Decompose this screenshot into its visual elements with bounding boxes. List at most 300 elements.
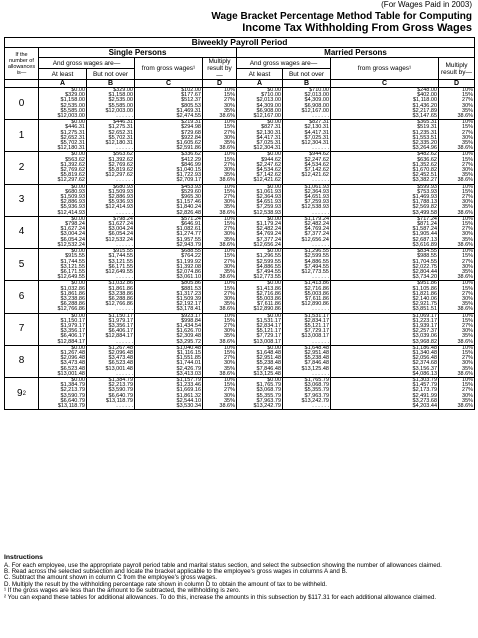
single-bracket-cell: $1,150.17 bbox=[108, 312, 133, 319]
single-bracket-cell: 35% bbox=[223, 172, 235, 179]
single-bracket-cell: $0.00 bbox=[71, 215, 85, 222]
single-bracket-cell: $6,288.86 bbox=[108, 295, 133, 302]
married-bracket-cell: . . . . . . bbox=[312, 402, 329, 409]
allowance-row bbox=[5, 249, 475, 281]
single-bracket-cell: $6,054.24 bbox=[108, 231, 133, 238]
married-column-B bbox=[283, 184, 331, 216]
married-bracket-cell: $13,125.48 bbox=[301, 365, 329, 372]
single-bracket-cell: $3,061.10 bbox=[176, 274, 201, 281]
married-bracket-cell: 30% bbox=[462, 167, 474, 174]
instruction-a: A. For each employee, use the appropriate payroll period table and marital status section, and select the subsection showing the number of allowances claimed. bbox=[4, 561, 442, 569]
married-bracket-cell: $0.00 bbox=[267, 151, 281, 158]
single-bracket-cell: $1,267.48 bbox=[108, 344, 133, 351]
single-bracket-cell: 27% bbox=[223, 387, 235, 394]
single-bracket-cell: $1,469.31 bbox=[176, 107, 201, 114]
married-bracket-cell: $7,025.31 bbox=[256, 140, 281, 147]
column-letter: B bbox=[87, 80, 135, 88]
single-column-B bbox=[87, 281, 135, 313]
column-letter: D bbox=[203, 80, 237, 88]
married-bracket-cell: $2,716.86 bbox=[304, 285, 329, 292]
single-column-A bbox=[39, 377, 87, 409]
instructions-section bbox=[4, 554, 474, 601]
married-bracket-cell: 10% bbox=[462, 248, 474, 255]
married-bracket-cell: $12,421.62 bbox=[301, 172, 329, 179]
single-bracket-cell: $12,003.00 bbox=[57, 113, 85, 120]
married-bracket-cell: $2,130.31 bbox=[256, 129, 281, 136]
single-bracket-cell: $3,413.03 bbox=[176, 370, 201, 377]
allowance-count bbox=[5, 184, 39, 216]
married-bracket-cell: $1,061.93 bbox=[256, 188, 281, 195]
married-bracket-cell: $2,482.24 bbox=[256, 226, 281, 233]
married-bracket-cell: $0.00 bbox=[267, 280, 281, 287]
married-bracket-cell: . . . . . . bbox=[312, 113, 329, 120]
married-bracket-cell: . . . . . . bbox=[312, 145, 329, 152]
married-column-A bbox=[237, 313, 283, 345]
married-bracket-cell: $1,587.24 bbox=[412, 226, 437, 233]
married-bracket-cell: $12,890.86 bbox=[301, 301, 329, 308]
single-bracket-cell: $13,001.48 bbox=[57, 370, 85, 377]
single-bracket-cell: $12,884.17 bbox=[57, 338, 85, 345]
married-bracket-cell: $1,704.55 bbox=[412, 258, 437, 265]
single-bracket-cell: $1,626.70 bbox=[176, 328, 201, 335]
single-bracket-cell: $2,213.79 bbox=[108, 382, 133, 389]
married-bracket-cell: $5,003.86 bbox=[304, 290, 329, 297]
married-bracket-cell: $1,352.62 bbox=[412, 161, 437, 168]
single-bracket-cell: 35% bbox=[223, 236, 235, 243]
married-bracket-cell: $2,599.55 bbox=[256, 258, 281, 265]
married-bracket-cell: $0.00 bbox=[267, 312, 281, 319]
single-bracket-cell: $2,474.55 bbox=[176, 113, 201, 120]
married-bracket-cell: $2,951.48 bbox=[256, 355, 281, 362]
married-bracket-cell: 15% bbox=[462, 221, 474, 228]
single-bracket-cell: 10% bbox=[223, 344, 235, 351]
single-bracket-cell: $6,171.55 bbox=[60, 268, 85, 275]
married-column-A bbox=[237, 281, 283, 313]
single-bracket-cell: 27% bbox=[223, 129, 235, 136]
married-column-D bbox=[439, 184, 475, 216]
married-bracket-cell: $2,257.37 bbox=[412, 328, 437, 335]
single-bracket-cell: 27% bbox=[223, 355, 235, 362]
married-bracket-cell: $1,296.55 bbox=[256, 253, 281, 260]
married-bracket-cell: $7,611.86 bbox=[256, 301, 281, 308]
married-bracket-cell: $3,147.65 bbox=[412, 113, 437, 120]
married-column-B bbox=[283, 281, 331, 313]
married-bracket-cell: $4,203.44 bbox=[412, 402, 437, 409]
married-bracket-cell: $7,963.79 bbox=[304, 392, 329, 399]
allowance-number: 0 bbox=[18, 97, 25, 109]
single-bracket-cell: $1,861.86 bbox=[60, 290, 85, 297]
single-bracket-cell: $1,434.54 bbox=[176, 322, 201, 329]
married-bracket-cell: 10% bbox=[462, 87, 474, 93]
single-bracket-cell: $336.62 bbox=[181, 151, 201, 158]
married-bracket-cell: $1,413.86 bbox=[304, 280, 329, 287]
single-bracket-cell: $1,116.15 bbox=[176, 349, 201, 356]
single-bracket-cell: $680.93 bbox=[65, 188, 85, 195]
married-bracket-cell: $7,494.55 bbox=[256, 268, 281, 275]
married-column-A bbox=[237, 249, 283, 281]
single-bracket-cell: $2,426.79 bbox=[176, 365, 201, 372]
married-bracket-cell: 38.6% bbox=[457, 145, 474, 152]
married-bracket-cell: $1,340.48 bbox=[412, 349, 437, 356]
married-bracket-cell: 15% bbox=[462, 253, 474, 260]
married-column-A bbox=[237, 216, 283, 248]
single-bracket-cell: $571.24 bbox=[181, 215, 201, 222]
married-bracket-cell: $710.00 bbox=[309, 87, 329, 93]
married-bracket-cell: 15% bbox=[462, 188, 474, 195]
married-column-B bbox=[283, 216, 331, 248]
married-bracket-cell: $5,355.79 bbox=[304, 387, 329, 394]
single-bracket-cell: 10% bbox=[223, 280, 235, 287]
single-bracket-cell: $453.93 bbox=[181, 183, 201, 190]
married-bracket-cell: $988.55 bbox=[417, 253, 437, 260]
married-bracket-cell: $12,656.24 bbox=[301, 236, 329, 243]
married-bracket-cell: $6,908.00 bbox=[256, 107, 281, 114]
single-bracket-cell: $6,054.24 bbox=[60, 236, 85, 243]
single-bracket-cell: $6,406.17 bbox=[108, 328, 133, 335]
single-column-C bbox=[135, 184, 203, 216]
allowance-number: 6 bbox=[18, 290, 25, 302]
married-bracket-cell: $13,242.79 bbox=[301, 397, 329, 404]
married-bracket-cell: $482.62 bbox=[417, 151, 437, 158]
married-bracket-cell: $1,531.17 bbox=[256, 317, 281, 324]
married-bracket-cell: 30% bbox=[462, 263, 474, 270]
single-column-D bbox=[203, 184, 237, 216]
allowance-number: 8 bbox=[18, 355, 25, 367]
single-bracket-cell: $12,297.62 bbox=[57, 177, 85, 184]
single-bracket-cell: $2,096.48 bbox=[60, 355, 85, 362]
single-bracket-cell: 38.6% bbox=[219, 145, 235, 152]
single-bracket-cell: 27% bbox=[223, 290, 235, 297]
single-bracket-cell: . . . . . . bbox=[116, 306, 133, 313]
single-bracket-cell: $680.93 bbox=[113, 183, 133, 190]
allowance-count bbox=[5, 216, 39, 248]
married-subtract-header: from gross wages¹ bbox=[331, 58, 439, 80]
married-bracket-cell: $1,905.44 bbox=[412, 231, 437, 238]
single-bracket-cell: $3,121.55 bbox=[108, 258, 133, 265]
allowance-number: 2 bbox=[18, 162, 25, 174]
married-bracket-cell: $2,687.13 bbox=[412, 236, 437, 243]
single-bracket-cell: $998.84 bbox=[181, 317, 201, 324]
single-bracket-cell: $412.29 bbox=[181, 156, 201, 163]
married-column-C bbox=[331, 345, 439, 377]
married-column-D bbox=[439, 377, 475, 409]
married-bracket-cell: $0.00 bbox=[267, 119, 281, 126]
single-bracket-cell: 30% bbox=[223, 167, 235, 174]
married-bracket-cell: $12,538.93 bbox=[253, 209, 281, 216]
single-bracket-cell: 30% bbox=[223, 328, 235, 335]
married-bracket-cell: $834.55 bbox=[417, 248, 437, 255]
married-column-C bbox=[331, 184, 439, 216]
married-bracket-cell: $1,765.79 bbox=[304, 376, 329, 383]
married-bracket-cell: $2,804.44 bbox=[412, 268, 437, 275]
married-bracket-cell: $3,039.06 bbox=[412, 333, 437, 340]
allowance-row bbox=[5, 152, 475, 184]
single-column-A bbox=[39, 152, 87, 184]
married-bracket-cell: $1,186.48 bbox=[412, 344, 437, 351]
married-column-D bbox=[439, 152, 475, 184]
single-bracket-cell: $294.98 bbox=[181, 124, 201, 131]
married-bracket-cell: $1,179.24 bbox=[256, 221, 281, 228]
married-bracket-cell: $3,264.96 bbox=[412, 145, 437, 152]
married-bracket-cell: $4,769.24 bbox=[304, 226, 329, 233]
allowance-number: 4 bbox=[18, 226, 25, 238]
married-bracket-cell: $1,179.24 bbox=[304, 215, 329, 222]
single-bracket-cell: $798.24 bbox=[113, 215, 133, 222]
single-bracket-cell: $1,032.86 bbox=[108, 280, 133, 287]
single-bracket-cell: $12,414.93 bbox=[57, 209, 85, 216]
single-column-B bbox=[87, 249, 135, 281]
single-bracket-cell: $1,082.61 bbox=[176, 226, 201, 233]
married-column-C bbox=[331, 249, 439, 281]
single-bracket-cell: $13,118.79 bbox=[57, 402, 85, 409]
married-bracket-cell: $12,773.55 bbox=[253, 274, 281, 281]
married-multiply-header: Multiply result by— bbox=[439, 58, 475, 80]
single-column-C bbox=[135, 313, 203, 345]
single-bracket-cell: $2,709.17 bbox=[176, 177, 201, 184]
married-bracket-cell: 10% bbox=[462, 376, 474, 383]
single-bracket-cell: 35% bbox=[223, 333, 235, 340]
married-bracket-cell: $2,217.89 bbox=[412, 107, 437, 114]
instruction-c: C. Subtract the amount shown in column C from the employee's gross wages. bbox=[4, 574, 218, 582]
allowance-row bbox=[5, 281, 475, 313]
married-bracket-cell: $4,886.55 bbox=[304, 258, 329, 265]
married-column-D bbox=[439, 345, 475, 377]
married-bracket-cell: . . . . . . bbox=[312, 338, 329, 345]
single-bracket-cell: $1,627.24 bbox=[60, 226, 85, 233]
married-bracket-cell: 27% bbox=[462, 387, 474, 394]
single-bracket-cell: 38.6% bbox=[219, 274, 235, 281]
married-bracket-cell: $0.00 bbox=[267, 215, 281, 222]
single-bracket-cell: $329.00 bbox=[113, 87, 133, 93]
married-bracket-cell: 38.6% bbox=[457, 274, 474, 281]
married-bracket-cell: 38.6% bbox=[457, 113, 474, 120]
married-bracket-cell: $5,238.48 bbox=[304, 355, 329, 362]
single-column-D bbox=[203, 120, 237, 152]
married-bracket-cell: $1,670.82 bbox=[412, 167, 437, 174]
married-column-C bbox=[331, 88, 439, 120]
single-bracket-cell: $2,652.31 bbox=[108, 129, 133, 136]
single-persons-header: Single Persons bbox=[39, 48, 237, 58]
married-column-D bbox=[439, 120, 475, 152]
single-bracket-cell: $446.31 bbox=[113, 119, 133, 126]
married-bracket-cell: 30% bbox=[462, 392, 474, 399]
married-bracket-cell: $7,729.17 bbox=[304, 328, 329, 335]
married-column-C bbox=[331, 281, 439, 313]
single-bracket-cell: $12,884.17 bbox=[105, 333, 133, 340]
single-bracket-cell: $1,551.85 bbox=[176, 355, 201, 362]
married-bracket-cell: 27% bbox=[462, 194, 474, 201]
single-bracket-cell: $6,640.79 bbox=[60, 397, 85, 404]
married-bracket-cell: 35% bbox=[462, 236, 474, 243]
single-bracket-cell: 35% bbox=[223, 365, 235, 372]
single-bracket-cell: $6,640.79 bbox=[108, 392, 133, 399]
married-bracket-cell: $0.00 bbox=[267, 376, 281, 383]
married-bracket-cell: $1,061.93 bbox=[304, 183, 329, 190]
single-column-B bbox=[87, 152, 135, 184]
single-bracket-cell: 27% bbox=[223, 322, 235, 329]
single-bracket-cell: 27% bbox=[223, 161, 235, 168]
single-column-A bbox=[39, 88, 87, 120]
single-column-D bbox=[203, 216, 237, 248]
married-column-D bbox=[439, 88, 475, 120]
married-bracket-cell: $13,008.17 bbox=[253, 338, 281, 345]
married-bracket-cell: $4,417.31 bbox=[304, 129, 329, 136]
married-bracket-cell: $2,335.20 bbox=[412, 140, 437, 147]
single-bracket-cell: . . . . . . bbox=[116, 145, 133, 152]
allowance-count bbox=[5, 377, 39, 409]
married-column-D bbox=[439, 281, 475, 313]
single-bracket-cell: $6,523.48 bbox=[60, 365, 85, 372]
single-bracket-cell: 15% bbox=[223, 382, 235, 389]
married-bracket-cell: 15% bbox=[462, 317, 474, 324]
married-bracket-cell: $599.93 bbox=[417, 183, 437, 190]
wages-paid-year: (For Wages Paid in 2003) bbox=[381, 0, 472, 9]
married-bracket-cell: $0.00 bbox=[267, 248, 281, 255]
married-bracket-cell: 15% bbox=[462, 349, 474, 356]
married-bracket-cell: 30% bbox=[462, 328, 474, 335]
single-column-D bbox=[203, 249, 237, 281]
married-bracket-cell: $2,056.48 bbox=[412, 355, 437, 362]
single-bracket-cell: $2,192.17 bbox=[176, 301, 201, 308]
married-bracket-cell: 10% bbox=[462, 151, 474, 158]
single-bracket-cell: $805.53 bbox=[181, 102, 201, 109]
married-bracket-cell: $944.62 bbox=[309, 151, 329, 158]
married-bracket-cell: $13,242.79 bbox=[253, 402, 281, 409]
single-bracket-cell: . . . . . . bbox=[116, 241, 133, 248]
married-at-least-header: At least bbox=[237, 69, 283, 80]
married-bracket-cell: $2,834.17 bbox=[256, 322, 281, 329]
single-bracket-cell: $102.00 bbox=[181, 87, 201, 93]
column-letter: C bbox=[331, 80, 439, 88]
married-bracket-cell: 10% bbox=[462, 312, 474, 319]
married-bracket-cell: $1,648.48 bbox=[256, 349, 281, 356]
married-bracket-cell: $7,259.93 bbox=[304, 199, 329, 206]
single-bracket-cell: $729.68 bbox=[181, 129, 201, 136]
single-bracket-cell: $5,819.62 bbox=[108, 167, 133, 174]
single-bracket-cell: $1,627.24 bbox=[108, 221, 133, 228]
married-bracket-cell: $2,364.93 bbox=[304, 188, 329, 195]
single-column-A bbox=[39, 249, 87, 281]
married-column-B bbox=[283, 88, 331, 120]
single-column-C bbox=[135, 345, 203, 377]
married-bracket-cell: $2,921.75 bbox=[412, 301, 437, 308]
allowance-number: 9 bbox=[17, 387, 23, 399]
single-bracket-cell: $2,535.00 bbox=[60, 102, 85, 109]
footnote-2: ² You can expand these tables for additional allowances. To do this, increase the amounts in this subsection by $117.31 for each additional allowance claimed. bbox=[4, 593, 437, 601]
married-bracket-cell: $7,259.93 bbox=[256, 204, 281, 211]
married-bracket-cell: 35% bbox=[462, 107, 474, 114]
single-bracket-cell: $563.62 bbox=[65, 156, 85, 163]
married-bracket-cell: 38.6% bbox=[457, 370, 474, 377]
single-bracket-cell: $12,532.24 bbox=[105, 236, 133, 243]
married-bracket-cell: 38.6% bbox=[457, 338, 474, 345]
single-bracket-cell: 30% bbox=[223, 295, 235, 302]
single-column-D bbox=[203, 88, 237, 120]
married-bracket-cell: $871.24 bbox=[417, 221, 437, 228]
single-bracket-cell: $1,744.55 bbox=[108, 253, 133, 260]
married-bracket-cell: $248.00 bbox=[417, 87, 437, 93]
single-column-D bbox=[203, 345, 237, 377]
married-column-B bbox=[283, 249, 331, 281]
allowance-row bbox=[5, 216, 475, 248]
married-bracket-cell: $717.24 bbox=[417, 215, 437, 222]
single-bracket-cell: $646.91 bbox=[181, 221, 201, 228]
single-bracket-cell: $3,238.86 bbox=[60, 295, 85, 302]
single-bracket-cell: 15% bbox=[223, 156, 235, 163]
single-bracket-cell: 30% bbox=[223, 263, 235, 270]
single-bracket-cell: $1,392.62 bbox=[60, 161, 85, 168]
single-column-A bbox=[39, 120, 87, 152]
single-bracket-cell: $1,199.92 bbox=[176, 258, 201, 265]
single-bracket-cell: 35% bbox=[223, 268, 235, 275]
single-bracket-cell: 15% bbox=[223, 92, 235, 99]
single-bracket-cell: $0.00 bbox=[71, 280, 85, 287]
single-bracket-cell: $3,238.86 bbox=[108, 290, 133, 297]
single-bracket-cell: 38.6% bbox=[219, 113, 235, 120]
married-bracket-cell: $5,121.17 bbox=[304, 322, 329, 329]
married-column-A bbox=[237, 152, 283, 184]
single-bracket-cell: 27% bbox=[223, 194, 235, 201]
single-bracket-cell: 38.6% bbox=[219, 402, 235, 409]
single-bracket-cell: 30% bbox=[223, 360, 235, 367]
single-bracket-cell: $1,275.31 bbox=[60, 129, 85, 136]
single-bracket-cell: $1,384.79 bbox=[108, 376, 133, 383]
allowance-count bbox=[5, 152, 39, 184]
married-bracket-cell: $1,939.17 bbox=[412, 322, 437, 329]
married-bracket-cell: . . . . . . bbox=[312, 209, 329, 216]
married-bracket-cell: $3,734.20 bbox=[412, 274, 437, 281]
single-bracket-cell: $1,150.17 bbox=[60, 317, 85, 324]
single-bracket-cell: $1,233.46 bbox=[176, 382, 201, 389]
single-bracket-cell: $1,392.62 bbox=[108, 156, 133, 163]
single-bracket-cell: $2,769.62 bbox=[108, 161, 133, 168]
married-not-over-header: But not over bbox=[283, 69, 331, 80]
single-bracket-cell: $2,074.86 bbox=[176, 268, 201, 275]
married-bracket-cell: $827.31 bbox=[309, 119, 329, 126]
married-bracket-cell: $2,247.62 bbox=[256, 161, 281, 168]
single-bracket-cell: 27% bbox=[223, 97, 235, 104]
allowance-count bbox=[5, 313, 39, 345]
single-bracket-cell: . . . . . . bbox=[116, 177, 133, 184]
single-bracket-cell: $3,356.17 bbox=[60, 328, 85, 335]
married-bracket-cell: $7,846.48 bbox=[256, 365, 281, 372]
wage-bracket-table bbox=[4, 37, 475, 410]
married-bracket-cell: 27% bbox=[462, 258, 474, 265]
married-bracket-cell: $3,068.79 bbox=[304, 382, 329, 389]
single-bracket-cell: $1,979.17 bbox=[60, 322, 85, 329]
single-bracket-cell: $923.17 bbox=[181, 312, 201, 319]
married-bracket-cell: 27% bbox=[462, 355, 474, 362]
married-bracket-cell: $1,303.79 bbox=[412, 376, 437, 383]
single-bracket-cell: $1,605.62 bbox=[176, 140, 201, 147]
single-bracket-cell: $2,652.31 bbox=[60, 134, 85, 141]
married-bracket-cell: $2,013.00 bbox=[304, 92, 329, 99]
married-bracket-cell: $2,374.68 bbox=[412, 360, 437, 367]
allowance-number: 7 bbox=[18, 323, 25, 335]
married-bracket-cell: 10% bbox=[462, 183, 474, 190]
single-bracket-cell: $915.55 bbox=[65, 253, 85, 260]
married-bracket-cell: 35% bbox=[462, 365, 474, 372]
single-bracket-cell: $881.53 bbox=[181, 285, 201, 292]
married-bracket-cell: $2,140.06 bbox=[412, 295, 437, 302]
married-bracket-cell: $1,413.86 bbox=[256, 285, 281, 292]
married-bracket-cell: . . . . . . bbox=[312, 177, 329, 184]
married-bracket-cell: $6,908.00 bbox=[304, 102, 329, 109]
married-bracket-cell: $0.00 bbox=[267, 183, 281, 190]
single-bracket-cell: $5,585.00 bbox=[108, 102, 133, 109]
married-bracket-cell: 35% bbox=[462, 204, 474, 211]
single-bracket-cell: $0.00 bbox=[71, 248, 85, 255]
